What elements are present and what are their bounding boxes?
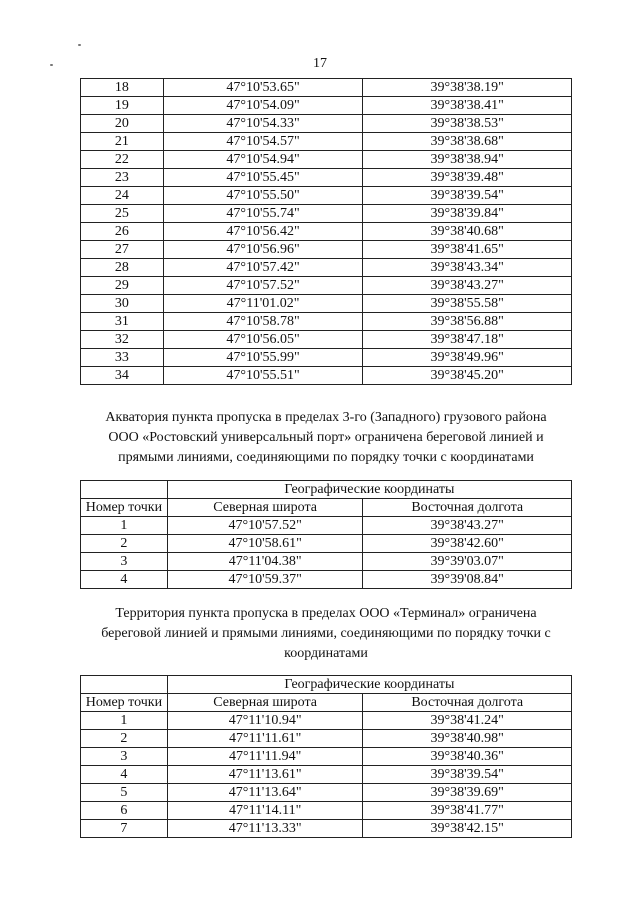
table-row xyxy=(81,133,572,151)
scan-speck xyxy=(78,44,81,46)
point-number-cell: 4 xyxy=(81,571,168,589)
longitude-cell: 39°38'40.68" xyxy=(363,223,572,241)
latitude-cell: 47°10'55.74" xyxy=(163,205,363,223)
longitude-cell: 39°38'47.18" xyxy=(363,331,572,349)
longitude-cell: 39°38'43.27" xyxy=(363,517,572,535)
longitude-cell: 39°38'40.36" xyxy=(363,748,572,766)
point-number-cell: 2 xyxy=(81,535,168,553)
longitude-cell: 39°38'41.24" xyxy=(363,712,572,730)
table-row xyxy=(81,571,572,589)
column-header-latitude: Северная широта xyxy=(167,694,363,712)
latitude-cell: 47°10'56.42" xyxy=(163,223,363,241)
paragraph-line: Территория пункта пропуска в пределах ООО «Терминал» ограничена xyxy=(115,606,537,621)
longitude-cell: 39°38'40.98" xyxy=(363,730,572,748)
point-number-cell: 32 xyxy=(81,331,164,349)
latitude-cell: 47°10'54.09" xyxy=(163,97,363,115)
group-header: Географические координаты xyxy=(167,676,571,694)
table-row xyxy=(81,784,572,802)
point-number-cell: 5 xyxy=(81,784,168,802)
column-header-point: Номер точки xyxy=(81,499,168,517)
point-number-cell: 3 xyxy=(81,748,168,766)
table-row xyxy=(81,331,572,349)
longitude-cell: 39°38'56.88" xyxy=(363,313,572,331)
longitude-cell: 39°38'39.54" xyxy=(363,766,572,784)
point-number-cell: 21 xyxy=(81,133,164,151)
latitude-cell: 47°11'13.64" xyxy=(167,784,363,802)
water-area-description xyxy=(80,408,572,468)
point-number-cell: 1 xyxy=(81,712,168,730)
table-row xyxy=(81,730,572,748)
point-number-cell: 20 xyxy=(81,115,164,133)
latitude-cell: 47°10'55.99" xyxy=(163,349,363,367)
latitude-cell: 47°10'59.37" xyxy=(167,571,363,589)
point-number-cell: 24 xyxy=(81,187,164,205)
point-number-cell: 22 xyxy=(81,151,164,169)
table-row xyxy=(81,349,572,367)
longitude-cell: 39°38'38.94" xyxy=(363,151,572,169)
column-header-longitude: Восточная долгота xyxy=(363,499,572,517)
point-number-cell: 27 xyxy=(81,241,164,259)
longitude-cell: 39°38'42.15" xyxy=(363,820,572,838)
point-number-cell: 28 xyxy=(81,259,164,277)
latitude-cell: 47°10'56.96" xyxy=(163,241,363,259)
point-number-cell: 7 xyxy=(81,820,168,838)
table-row xyxy=(81,766,572,784)
point-number-cell: 29 xyxy=(81,277,164,295)
point-number-cell: 4 xyxy=(81,766,168,784)
longitude-cell: 39°38'39.84" xyxy=(363,205,572,223)
table-row xyxy=(81,748,572,766)
coordinates-table-continued xyxy=(80,78,572,385)
coordinates-table-body xyxy=(81,712,572,838)
latitude-cell: 47°10'58.61" xyxy=(167,535,363,553)
latitude-cell: 47°10'58.78" xyxy=(163,313,363,331)
longitude-cell: 39°38'49.96" xyxy=(363,349,572,367)
longitude-cell: 39°38'38.41" xyxy=(363,97,572,115)
table-row xyxy=(81,553,572,571)
point-number-cell: 18 xyxy=(81,79,164,97)
latitude-cell: 47°10'57.52" xyxy=(163,277,363,295)
latitude-cell: 47°10'57.42" xyxy=(163,259,363,277)
longitude-cell: 39°38'38.53" xyxy=(363,115,572,133)
table-row xyxy=(81,535,572,553)
water-area-coordinates-table xyxy=(80,480,572,589)
point-number-cell: 2 xyxy=(81,730,168,748)
table-row xyxy=(81,367,572,385)
terminal-coordinates-table xyxy=(80,675,572,838)
terminal-territory-description xyxy=(80,604,572,664)
table-row xyxy=(81,205,572,223)
latitude-cell: 47°10'55.50" xyxy=(163,187,363,205)
longitude-cell: 39°38'39.54" xyxy=(363,187,572,205)
paragraph-line: ООО «Ростовский универсальный порт» ограничена береговой линией и xyxy=(108,430,544,445)
latitude-cell: 47°10'56.05" xyxy=(163,331,363,349)
table-row xyxy=(81,295,572,313)
point-number-cell: 23 xyxy=(81,169,164,187)
coordinates-table-body xyxy=(81,517,572,589)
column-header-latitude: Северная широта xyxy=(167,499,363,517)
longitude-cell: 39°38'45.20" xyxy=(363,367,572,385)
table-row xyxy=(81,97,572,115)
point-number-cell: 31 xyxy=(81,313,164,331)
table-row xyxy=(81,277,572,295)
longitude-cell: 39°38'41.65" xyxy=(363,241,572,259)
point-number-cell: 26 xyxy=(81,223,164,241)
longitude-cell: 39°38'38.19" xyxy=(363,79,572,97)
longitude-cell: 39°38'39.48" xyxy=(363,169,572,187)
longitude-cell: 39°38'42.60" xyxy=(363,535,572,553)
latitude-cell: 47°10'54.94" xyxy=(163,151,363,169)
latitude-cell: 47°10'55.45" xyxy=(163,169,363,187)
latitude-cell: 47°11'11.61" xyxy=(167,730,363,748)
column-header-point: Номер точки xyxy=(81,694,168,712)
table-row xyxy=(81,820,572,838)
table-row xyxy=(81,241,572,259)
table-row xyxy=(81,313,572,331)
latitude-cell: 47°11'14.11" xyxy=(167,802,363,820)
scan-speck xyxy=(50,64,53,66)
latitude-cell: 47°11'11.94" xyxy=(167,748,363,766)
point-number-cell: 6 xyxy=(81,802,168,820)
point-number-cell: 33 xyxy=(81,349,164,367)
longitude-cell: 39°38'43.34" xyxy=(363,259,572,277)
paragraph-line: береговой линией и прямыми линиями, соединяющими по порядку точки с xyxy=(101,626,551,641)
latitude-cell: 47°10'53.65" xyxy=(163,79,363,97)
table-row xyxy=(81,517,572,535)
longitude-cell: 39°39'03.07" xyxy=(363,553,572,571)
latitude-cell: 47°10'54.33" xyxy=(163,115,363,133)
point-number-cell: 1 xyxy=(81,517,168,535)
latitude-cell: 47°10'55.51" xyxy=(163,367,363,385)
table-row xyxy=(81,151,572,169)
longitude-cell: 39°38'41.77" xyxy=(363,802,572,820)
longitude-cell: 39°38'43.27" xyxy=(363,277,572,295)
latitude-cell: 47°11'13.33" xyxy=(167,820,363,838)
point-number-cell: 3 xyxy=(81,553,168,571)
latitude-cell: 47°11'01.02" xyxy=(163,295,363,313)
table-row xyxy=(81,712,572,730)
column-header-longitude: Восточная долгота xyxy=(363,694,572,712)
table-row xyxy=(81,187,572,205)
point-number-cell: 19 xyxy=(81,97,164,115)
point-number-cell: 25 xyxy=(81,205,164,223)
longitude-cell: 39°39'08.84" xyxy=(363,571,572,589)
point-number-cell: 34 xyxy=(81,367,164,385)
table-row xyxy=(81,259,572,277)
latitude-cell: 47°10'54.57" xyxy=(163,133,363,151)
latitude-cell: 47°11'13.61" xyxy=(167,766,363,784)
table-row xyxy=(81,79,572,97)
paragraph-line: Акватория пункта пропуска в пределах 3-го (Западного) грузового района xyxy=(105,410,547,425)
paragraph-line: координатами xyxy=(284,646,368,661)
latitude-cell: 47°11'10.94" xyxy=(167,712,363,730)
longitude-cell: 39°38'39.69" xyxy=(363,784,572,802)
table-row xyxy=(81,223,572,241)
group-header: Географические координаты xyxy=(167,481,571,499)
longitude-cell: 39°38'38.68" xyxy=(363,133,572,151)
table-row xyxy=(81,169,572,187)
page-number: 17 xyxy=(313,56,327,71)
longitude-cell: 39°38'55.58" xyxy=(363,295,572,313)
table-row xyxy=(81,115,572,133)
latitude-cell: 47°10'57.52" xyxy=(167,517,363,535)
coordinates-table-body xyxy=(81,79,572,385)
paragraph-line: прямыми линиями, соединяющими по порядку точки с координатами xyxy=(118,450,534,465)
point-number-cell: 30 xyxy=(81,295,164,313)
table-row xyxy=(81,802,572,820)
latitude-cell: 47°11'04.38" xyxy=(167,553,363,571)
